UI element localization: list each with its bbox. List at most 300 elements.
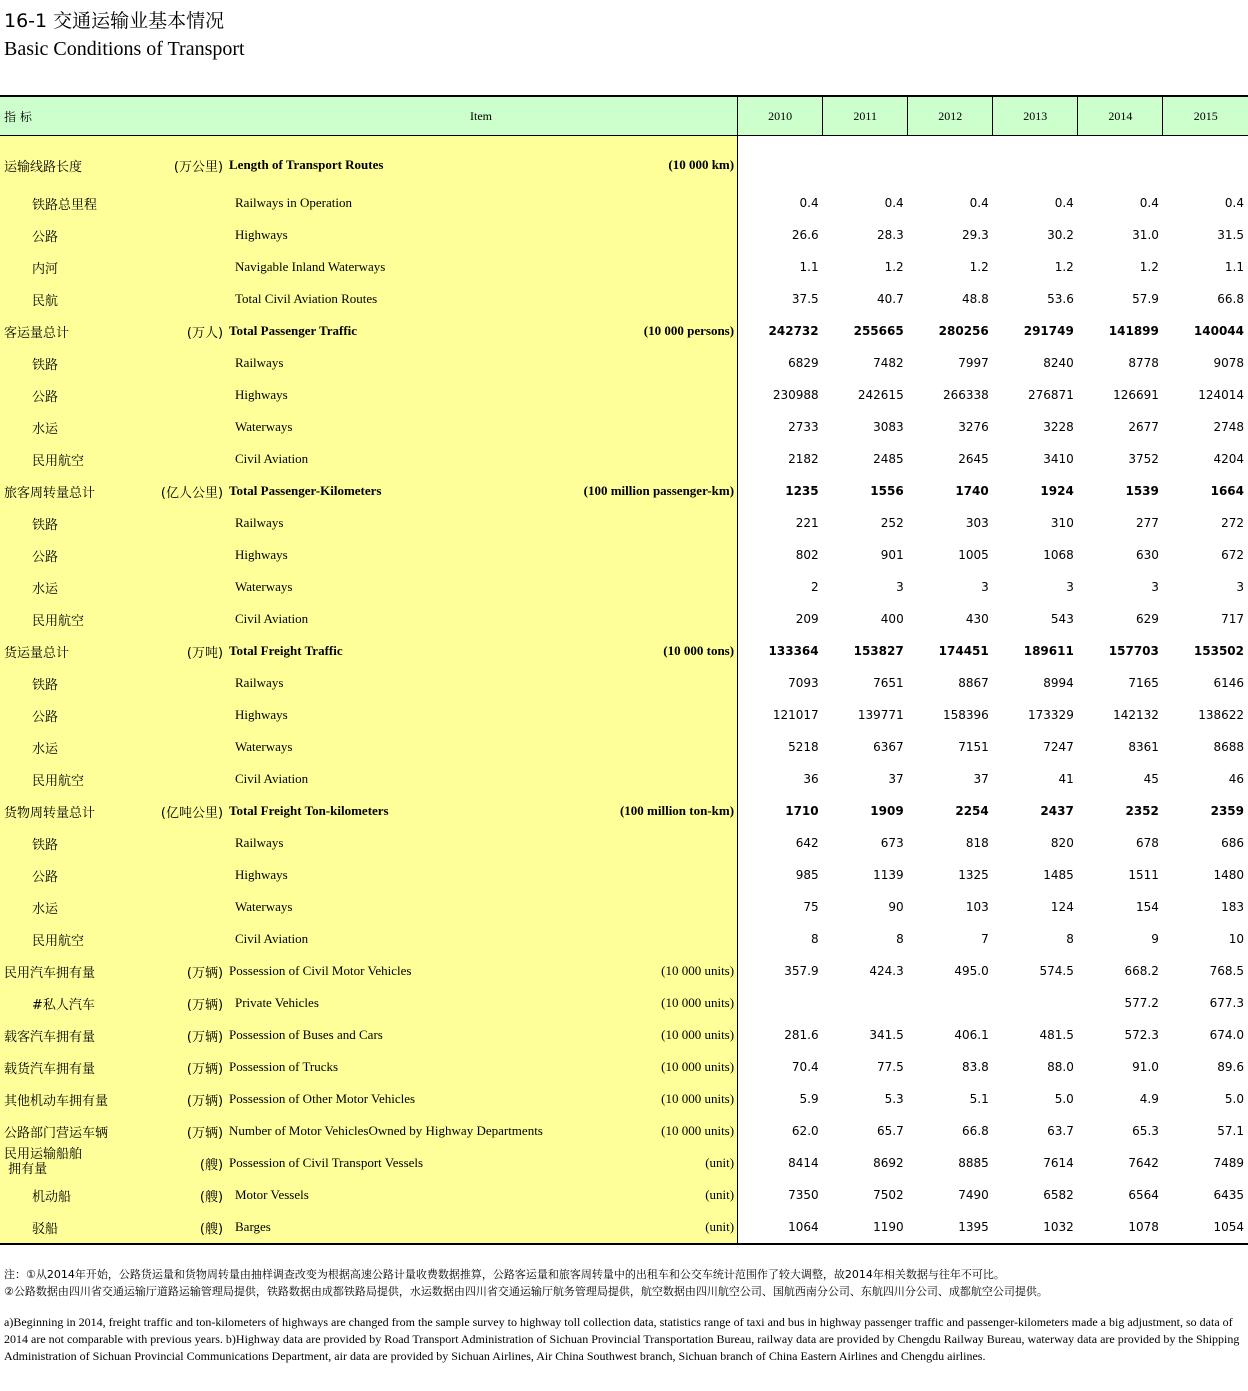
row-unit-cn: (艘) [199,1222,224,1237]
header-year: 2011 [823,96,908,136]
row-unit-cn: (万吨) [186,646,224,661]
row-label-cn: 水运 [32,902,59,917]
row-unit-cn: (艘) [199,1158,224,1173]
value-cell: 629 [1135,612,1159,626]
value-cell: 89.6 [1217,1060,1244,1074]
value-cell: 141899 [1108,324,1159,338]
row-label-cell [0,443,738,475]
table-row [0,699,1248,731]
value-cell: 677.3 [1209,996,1244,1010]
value-cell: 90 [888,900,904,914]
value-cell: 3228 [1043,420,1074,434]
row-label-cell [0,1147,738,1179]
value-cell: 174451 [938,644,989,658]
value-cell: 1.2 [969,260,989,274]
value-cell [908,987,993,1019]
row-label-cn: 民航 [32,294,59,309]
value-cell: 678 [1135,836,1159,850]
row-label-cn: 水运 [32,582,59,597]
value-cell: 3083 [873,420,904,434]
value-cell: 1325 [958,868,989,882]
value-cell: 341.5 [869,1028,904,1042]
value-cell: 1.1 [1224,260,1244,274]
header-year: 2012 [908,96,993,136]
row-label-cell [0,251,738,283]
table-row [0,475,1248,507]
row-label-en: Possession of Trucks [229,1059,339,1074]
value-cell: 4204 [1213,452,1244,466]
row-label-cn: 公路 [32,710,59,725]
row-label-en: Barges [235,1219,271,1234]
value-cell: 1139 [873,868,904,882]
row-label-cn: 公路 [32,390,59,405]
value-cell: 7490 [958,1188,989,1202]
row-label-cell [0,827,738,859]
value-cell: 7997 [958,356,989,370]
table-row [0,539,1248,571]
row-label-en: Private Vehicles [235,995,319,1010]
value-cell: 686 [1221,836,1244,850]
row-label-cn: 民用航空 [32,614,85,629]
row-label-en: Highways [235,387,288,402]
value-cell [738,987,823,1019]
value-cell: 1.2 [884,260,904,274]
row-label-en: Total Civil Aviation Routes [235,291,378,306]
value-cell: 183 [1221,900,1244,914]
row-label-cell [0,763,738,795]
value-cell: 2254 [955,804,989,818]
value-cell: 65.3 [1132,1124,1159,1138]
value-cell: 153502 [1193,644,1244,658]
note-cn-2: ②公路数据由四川省交通运输厅道路运输管理局提供，铁路数据由成都铁路局提供，水运数据由四川省交通运输厅航务管理局提供，航空数据由四川航空公司、国航西南分公司、东航四川分公司、成都航空公司提供。 [4,1285,1048,1298]
table-row [0,1115,1248,1147]
value-cell: 0.4 [1139,196,1159,210]
row-label-cn: 铁路 [32,358,59,373]
value-cell: 0.4 [1224,196,1244,210]
row-label-en: Highways [235,547,288,562]
row-label-en: Waterways [235,419,293,434]
value-cell [738,136,823,188]
value-cell: 7165 [1128,676,1159,690]
row-unit-cn: (万辆) [186,1094,224,1109]
row-unit-cn: (万辆) [186,998,224,1013]
row-label-cell [0,315,738,347]
row-label-cn: 公路 [32,230,59,245]
value-cell: 65.7 [876,1124,904,1138]
value-cell: 2677 [1128,420,1159,434]
row-label-cell [0,955,738,987]
row-label-en: Railways [235,835,284,850]
notes-cn [4,1266,1244,1300]
header-year: 2014 [1078,96,1163,136]
value-cell: 103 [965,900,989,914]
table-row [0,187,1248,219]
row-unit-cn: (万辆) [186,1062,224,1077]
value-cell: 717 [1221,612,1244,626]
value-cell: 37 [973,772,989,786]
page-title-cn: 16-1 交通运输业基本情况 [4,10,225,32]
value-cell: 77.5 [876,1060,904,1074]
row-label-cell [0,571,738,603]
value-cell: 8692 [873,1156,904,1170]
value-cell: 8885 [958,1156,989,1170]
row-label-en: Total Freight Ton-kilometers [229,803,389,818]
row-label-cn: 民用航空 [32,454,85,469]
value-cell: 124 [1050,900,1074,914]
value-cell: 5.9 [799,1092,819,1106]
header-year: 2013 [993,96,1078,136]
row-unit-cn: (亿吨公里) [160,806,224,821]
value-cell: 2437 [1040,804,1074,818]
row-label-cell [0,923,738,955]
table-row [0,603,1248,635]
table-body [0,136,1248,1245]
row-label-cell [0,987,738,1019]
value-cell: 642 [795,836,819,850]
row-label-en: Railways [235,515,284,530]
row-label-en: Length of Transport Routes [229,157,384,172]
value-cell: 310 [1050,516,1074,530]
row-label-cn: 货物周转量总计 [4,806,96,821]
value-cell: 46 [1228,772,1244,786]
row-label-en: Civil Aviation [235,451,309,466]
value-cell: 7489 [1213,1156,1244,1170]
value-cell: 3 [981,580,989,594]
row-label-cell [0,1083,738,1115]
row-label-cn: 其他机动车拥有量 [4,1094,109,1109]
value-cell: 672 [1221,548,1244,562]
row-unit-cn: (亿人公里) [160,486,224,501]
value-cell: 281.6 [784,1028,819,1042]
value-cell: 5.3 [884,1092,904,1106]
row-label-cn: 旅客周转量总计 [4,486,96,501]
page-title-en: Basic Conditions of Transport [4,38,245,60]
value-cell: 7502 [873,1188,904,1202]
value-cell: 0.4 [884,196,904,210]
row-unit-en: (unit) [705,1187,735,1202]
value-cell: 30.2 [1047,228,1074,242]
row-label-en: Possession of Buses and Cars [229,1027,383,1042]
value-cell: 2182 [788,452,819,466]
table-row [0,859,1248,891]
table-row [0,507,1248,539]
table-row [0,443,1248,475]
value-cell: 3 [1066,580,1074,594]
value-cell: 901 [880,548,904,562]
row-label-en: Highways [235,227,288,242]
table-row [0,635,1248,667]
table-row [0,1051,1248,1083]
value-cell: 818 [965,836,989,850]
table-row [0,923,1248,955]
table-row [0,795,1248,827]
row-label-cell [0,795,738,827]
row-label-cn: 公路 [32,550,59,565]
value-cell: 668.2 [1124,964,1159,978]
row-unit-en: (10 000 units) [661,995,735,1010]
value-cell: 7482 [873,356,904,370]
value-cell: 2352 [1125,804,1159,818]
value-cell: 8 [1066,932,1074,946]
row-label-cn: 内河 [32,262,59,277]
value-cell: 83.8 [962,1060,989,1074]
value-cell: 7651 [873,676,904,690]
row-label-cn: 铁路总里程 [32,198,98,213]
row-label-cn: 货运量总计 [4,646,70,661]
table-row [0,347,1248,379]
value-cell: 277 [1135,516,1159,530]
value-cell: 62.0 [791,1124,819,1138]
row-label-cn: 公路 [32,870,59,885]
value-cell: 1064 [738,1211,823,1244]
value-cell: 6435 [1213,1188,1244,1202]
row-label-cell [0,635,738,667]
value-cell: 142132 [1113,708,1159,722]
value-cell: 36 [803,772,819,786]
row-unit-cn: (万人) [186,326,224,341]
value-cell: 3 [1151,580,1159,594]
row-unit-en: (10 000 units) [661,1091,735,1106]
value-cell: 209 [795,612,819,626]
table-row [0,1083,1248,1115]
row-label-cn: 公路部门营运车辆 [4,1126,109,1141]
row-label-cn: 运输线路长度 [4,160,83,175]
table-row [0,955,1248,987]
value-cell: 1235 [785,484,819,498]
value-cell: 221 [795,516,819,530]
row-label-cell [0,347,738,379]
row-label-en: Possession of Other Motor Vehicles [229,1091,416,1106]
table-row [0,667,1248,699]
row-label-cell [0,136,738,188]
row-label-cn: 铁路 [32,518,59,533]
table-row [0,411,1248,443]
value-cell: 1909 [870,804,904,818]
value-cell: 153827 [853,644,904,658]
row-label-cell [0,1211,738,1244]
value-cell: 1054 [1163,1211,1248,1244]
row-unit-en: (10 000 persons) [643,323,735,338]
value-cell: 1.2 [1054,260,1074,274]
table-row [0,251,1248,283]
value-cell: 28.3 [876,228,904,242]
value-cell: 37.5 [791,292,819,306]
value-cell: 242732 [768,324,819,338]
value-cell [823,136,908,188]
value-cell: 41 [1058,772,1074,786]
row-unit-en: (100 million ton-km) [619,803,735,818]
row-label-cn: 民用航空 [32,934,85,949]
value-cell: 6367 [873,740,904,754]
value-cell: 1068 [1043,548,1074,562]
row-label-en: Total Freight Traffic [229,643,343,658]
row-label-cn: 铁路 [32,838,59,853]
row-label-cell [0,1051,738,1083]
value-cell: 272 [1221,516,1244,530]
table-row [0,315,1248,347]
value-cell: 572.3 [1124,1028,1159,1042]
value-cell: 255665 [853,324,904,338]
row-label-cell [0,1019,738,1051]
row-label-cell [0,539,738,571]
table-row [0,136,1248,188]
value-cell: 0.4 [799,196,819,210]
row-label-cell [0,891,738,923]
row-label-en: Railways [235,355,284,370]
row-label-cn: 水运 [32,422,59,437]
value-cell: 303 [965,516,989,530]
value-cell: 2359 [1210,804,1244,818]
value-cell: 121017 [772,708,819,722]
value-cell: 9 [1151,932,1159,946]
header-year: 2010 [738,96,823,136]
value-cell: 5.0 [1054,1092,1074,1106]
value-cell [1078,136,1163,188]
value-cell: 481.5 [1039,1028,1074,1042]
value-cell: 1664 [1210,484,1244,498]
value-cell: 6564 [1128,1188,1159,1202]
value-cell: 802 [795,548,819,562]
header-item-en: Item [470,109,492,123]
table-row [0,1211,1248,1244]
table-row [0,763,1248,795]
value-cell: 985 [795,868,819,882]
value-cell: 66.8 [1217,292,1244,306]
row-label-en: Total Passenger Traffic [229,323,358,338]
value-cell: 400 [880,612,904,626]
row-label-en: Possession of Civil Transport Vessels [229,1155,424,1170]
table-row [0,731,1248,763]
value-cell: 820 [1050,836,1074,850]
row-unit-cn: (万公里) [173,160,224,175]
row-label-cell [0,283,738,315]
row-label-cell [0,859,738,891]
value-cell: 37 [888,772,904,786]
value-cell: 266338 [942,388,989,402]
value-cell [823,987,908,1019]
data-table-wrapper [0,95,1248,1245]
table-row [0,987,1248,1019]
row-unit-en: (unit) [705,1219,735,1234]
row-label-cell [0,411,738,443]
value-cell [1163,136,1248,188]
table-row [0,379,1248,411]
value-cell: 2733 [788,420,819,434]
value-cell: 291749 [1023,324,1074,338]
row-label-cell [0,475,738,507]
row-label-en: Railways [235,675,284,690]
row-label-cn: 载客汽车拥有量 [4,1030,96,1045]
value-cell: 91.0 [1132,1060,1159,1074]
row-label-en: Possession of Civil Motor Vehicles [229,963,412,978]
value-cell: 1190 [823,1211,908,1244]
value-cell: 2 [811,580,819,594]
row-label-cell [0,219,738,251]
value-cell: 88.0 [1047,1060,1074,1074]
value-cell: 7151 [958,740,989,754]
value-cell [993,987,1078,1019]
value-cell: 7093 [788,676,819,690]
row-label-cn: 载货汽车拥有量 [4,1062,96,1077]
row-label-en: Civil Aviation [235,771,309,786]
row-label-cn: 民用运输船舶 拥有量 [4,1147,83,1177]
value-cell: 189611 [1023,644,1074,658]
row-unit-en: (100 million passenger-km) [583,483,735,498]
row-unit-cn: (万辆) [186,1030,224,1045]
row-label-en: Navigable Inland Waterways [235,259,386,274]
value-cell: 2645 [958,452,989,466]
value-cell: 280256 [938,324,989,338]
table-row [0,1179,1248,1211]
value-cell: 154 [1135,900,1159,914]
table-row [0,1019,1248,1051]
value-cell: 9078 [1213,356,1244,370]
header-year: 2015 [1163,96,1248,136]
value-cell: 252 [880,516,904,530]
value-cell: 10 [1228,932,1244,946]
value-cell: 430 [965,612,989,626]
value-cell: 673 [880,836,904,850]
row-label-en: Civil Aviation [235,611,309,626]
value-cell: 126691 [1113,388,1159,402]
row-label-cn: 铁路 [32,678,59,693]
value-cell: 63.7 [1047,1124,1074,1138]
value-cell: 1740 [955,484,989,498]
value-cell: 6582 [1043,1188,1074,1202]
value-cell: 1511 [1128,868,1159,882]
value-cell: 495.0 [954,964,989,978]
value-cell: 630 [1135,548,1159,562]
row-label-cell [0,731,738,763]
value-cell: 173329 [1028,708,1074,722]
value-cell: 157703 [1108,644,1159,658]
value-cell: 8361 [1128,740,1159,754]
table-row [0,571,1248,603]
value-cell: 8867 [958,676,989,690]
row-label-cell [0,507,738,539]
value-cell: 57.9 [1132,292,1159,306]
row-unit-en: (10 000 km) [668,157,735,172]
value-cell: 139771 [857,708,904,722]
value-cell: 7642 [1128,1156,1159,1170]
row-label-en: Civil Aviation [235,931,309,946]
value-cell: 5.1 [969,1092,989,1106]
value-cell: 5218 [788,740,819,754]
value-cell: 158396 [942,708,989,722]
table-row [0,283,1248,315]
value-cell: 4.9 [1139,1092,1159,1106]
value-cell: 5.0 [1224,1092,1244,1106]
value-cell: 57.1 [1217,1124,1244,1138]
notes-en: a)Beginning in 2014, freight traffic and ton-kilometers of highways are changed from the sample survey to highway toll collection data, statistics range of taxi and bus in highway passenger traffic and passenger-kilometers made a big adjustment, so data of 2014 are not comparable with previous years. b)Highway data are provided by Road Transport Administration of Sichuan Provincial Transportation Bureau, railway data are provided by Chengdu Railway Bureau, waterway data are provided by the Shipping Administration of Sichuan Provincial Communications Department, air data are provided by Sichuan Airlines, Air China Southwest branch, Sichuan branch of China Eastern Airlines and Chengdu airlines. [4,1315,1240,1363]
value-cell: 7350 [788,1188,819,1202]
value-cell: 31.0 [1132,228,1159,242]
row-label-en: Motor Vessels [235,1187,309,1202]
row-label-en: Waterways [235,579,293,594]
value-cell: 7614 [1043,1156,1074,1170]
value-cell: 3276 [958,420,989,434]
value-cell: 1078 [1078,1211,1163,1244]
row-label-en: Railways in Operation [235,195,352,210]
value-cell: 26.6 [791,228,819,242]
value-cell: 357.9 [784,964,819,978]
value-cell: 8 [896,932,904,946]
value-cell: 230988 [772,388,819,402]
row-label-cn: 水运 [32,742,59,757]
table-row [0,1147,1248,1179]
row-label-cell [0,699,738,731]
value-cell: 2748 [1213,420,1244,434]
